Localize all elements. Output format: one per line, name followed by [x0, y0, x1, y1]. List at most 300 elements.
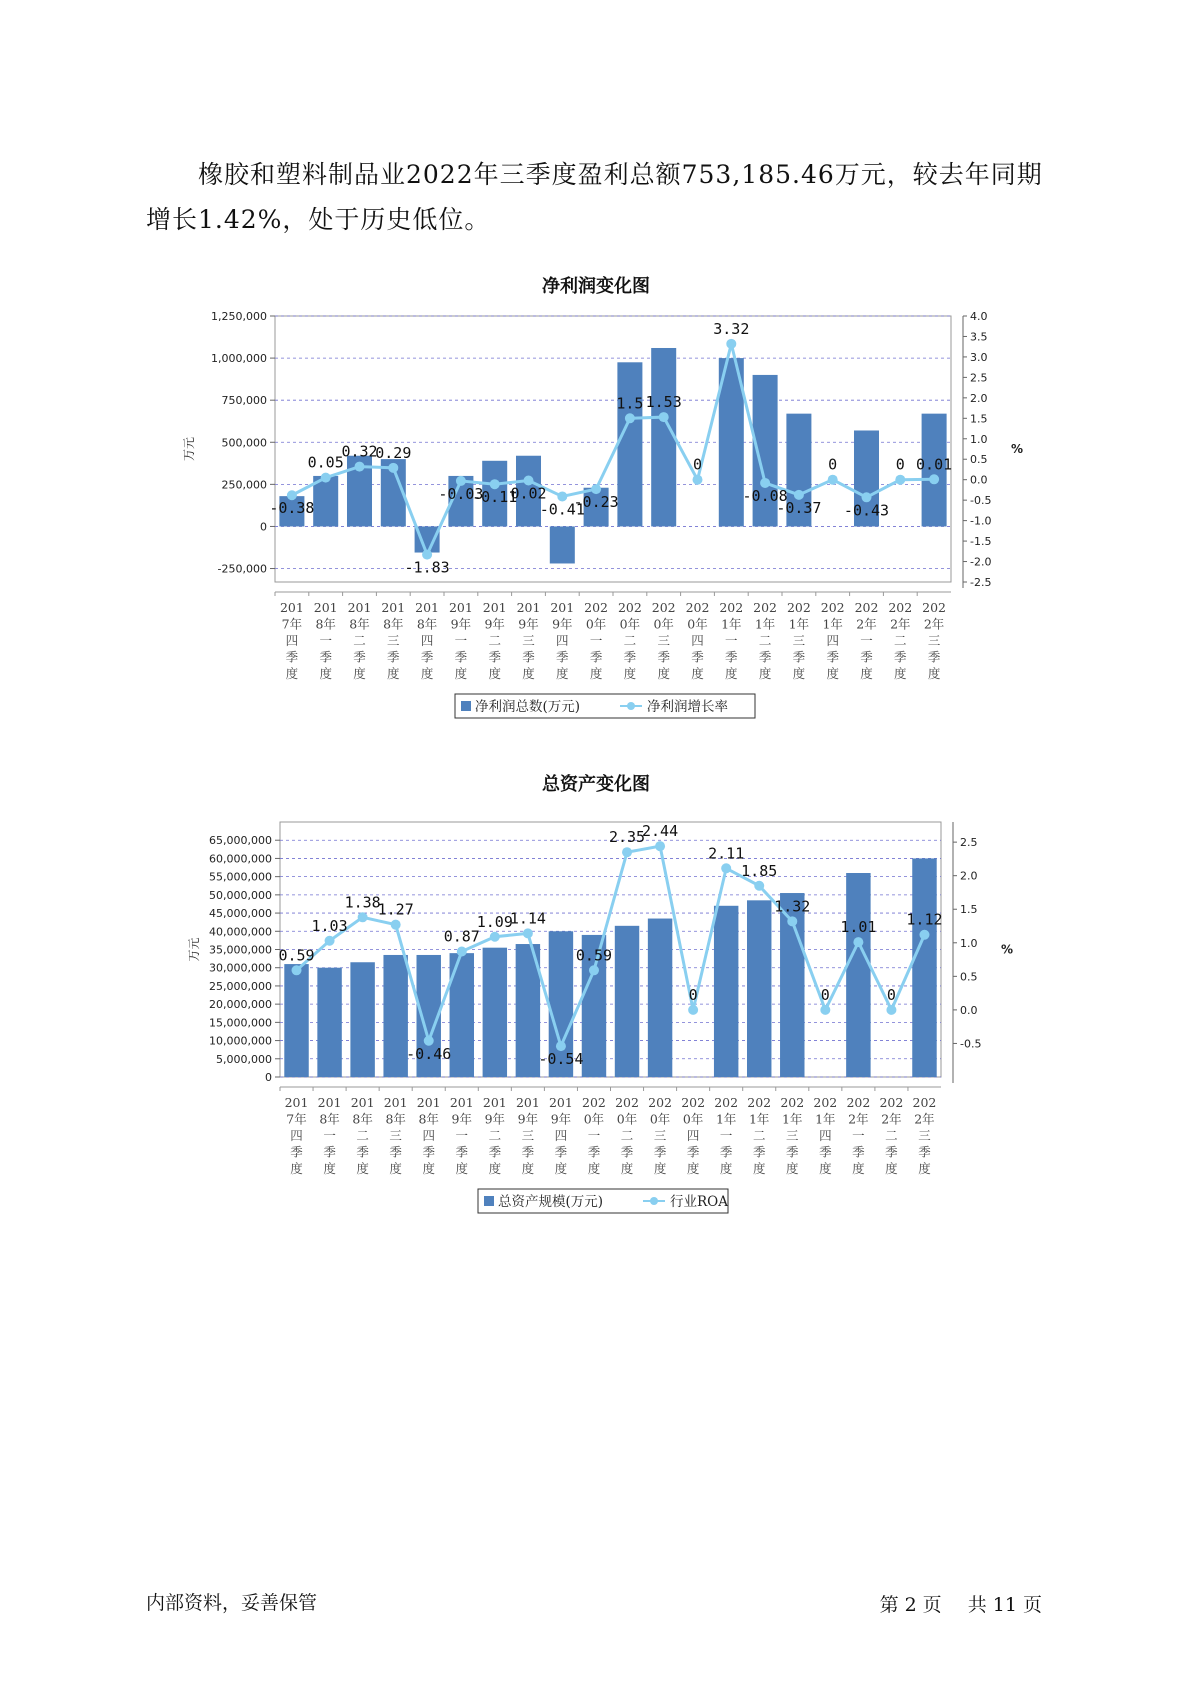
chart2-x-tick-label: 度	[786, 1161, 799, 1176]
chart2-x-tick-label: 季	[653, 1144, 667, 1160]
chart2-line-point	[358, 912, 368, 922]
chart1-x-tick-label: 一	[860, 633, 873, 648]
chart1-y-tick-label: 1,000,000	[211, 352, 267, 366]
chart1-x-tick-label: 四	[556, 633, 569, 648]
chart2-legend-line-label: 行业ROA	[670, 1194, 728, 1210]
chart2-y-tick-label: 10,000,000	[209, 1034, 272, 1048]
chart1-data-label: 0.32	[341, 442, 378, 461]
chart1-data-label: -0.23	[573, 493, 619, 512]
chart1-x-tick-label: 季	[488, 649, 501, 665]
chart2-x-tick-label: 二	[885, 1128, 898, 1143]
chart2-x-tick-label: 2年	[914, 1111, 935, 1127]
chart2-data-label: 1.12	[906, 910, 943, 929]
chart2-bar	[846, 873, 870, 1077]
chart2-x-tick-label: 度	[488, 1161, 502, 1176]
chart1-y2-tick-label: 1.0	[970, 432, 988, 446]
chart2-x-tick-label: 一	[587, 1128, 601, 1143]
chart2-x-tick-label: 8年	[319, 1111, 340, 1127]
chart2-line-point	[853, 937, 863, 947]
chart2-x-tick-label: 0年	[583, 1111, 605, 1127]
chart1-x-tick-label: 度	[758, 666, 772, 681]
chart1-x-tick-label: 8年	[416, 616, 438, 632]
chart2-bar	[714, 906, 738, 1077]
chart2-x-tick-label: 季	[587, 1144, 601, 1160]
chart2-x-tick-label: 0年	[616, 1111, 638, 1127]
chart2-x-tick-label: 7年	[286, 1111, 307, 1127]
chart1-x-tick-label: 9年	[552, 616, 573, 632]
chart2-bar	[615, 926, 639, 1077]
chart1-x-tick-label: 四	[285, 633, 299, 648]
chart2-x-tick-label: 8年	[418, 1111, 439, 1127]
chart2-data-label: 0.87	[443, 927, 480, 946]
chart2-x-tick-label: 季	[422, 1144, 435, 1160]
chart2-data-label: 1.27	[377, 900, 414, 919]
chart1-x-tick-label: 度	[319, 666, 332, 681]
chart1-y2-tick-label: -2.0	[970, 555, 992, 569]
chart1-x-tick-label: 季	[894, 649, 907, 665]
total-assets-chart	[0, 800, 1191, 1220]
chart2-line-point	[754, 881, 764, 891]
chart2-x-tick-label: 202	[681, 1095, 706, 1110]
total-prefix: 共	[967, 1594, 987, 1616]
total-unit: 页	[1022, 1594, 1042, 1616]
chart2-line-point	[490, 932, 500, 942]
chart2-x-tick-label: 度	[719, 1161, 733, 1176]
chart1-x-tick-label: 季	[860, 649, 873, 665]
chart2-legend-bar-swatch	[484, 1196, 494, 1206]
chart1-x-tick-label: 201	[550, 600, 575, 615]
chart1-x-tick-label: 一	[454, 633, 468, 648]
chart1-x-tick-label: 度	[657, 666, 670, 681]
chart1-x-tick-label: 度	[387, 666, 400, 681]
chart2-line-point	[622, 847, 632, 857]
page-number: 2	[904, 1594, 917, 1616]
chart2-x-tick-label: 四	[686, 1128, 700, 1143]
chart2-data-label: 1.32	[774, 897, 811, 916]
chart1-x-tick-label: 2年	[923, 616, 945, 632]
chart1-y-tick-label: 750,000	[221, 394, 267, 408]
chart2-x-tick-label: 9年	[517, 1111, 539, 1127]
chart2-bar	[317, 968, 341, 1077]
chart2-x-tick-label: 季	[521, 1144, 535, 1160]
chart2-x-tick-label: 9年	[451, 1111, 473, 1127]
chart2-x-tick-label: 201	[515, 1095, 540, 1110]
chart2-y2-tick-label: -0.5	[960, 1037, 982, 1051]
chart1-x-tick-label: 四	[691, 633, 704, 648]
chart2-data-label: 2.44	[642, 822, 679, 841]
chart1-data-label: 1.53	[645, 393, 682, 412]
chart2-x-tick-label: 度	[290, 1161, 303, 1176]
chart1-x-tick-label: 一	[725, 633, 738, 648]
chart2-line-point	[688, 1005, 698, 1015]
chart2-x-tick-label: 二	[620, 1128, 634, 1143]
chart2-x-tick-label: 季	[752, 1144, 766, 1160]
chart1-x-tick-label: 二	[758, 633, 772, 648]
chart2-x-tick-label: 季	[918, 1144, 931, 1160]
chart1-data-label: 0	[692, 455, 703, 474]
chart2-x-tick-label: 季	[852, 1144, 865, 1160]
chart2-bar	[648, 919, 672, 1077]
chart1-x-tick-label: 季	[758, 649, 772, 665]
chart1-x-tick-label: 202	[685, 600, 710, 615]
chart1-x-tick-label: 季	[454, 649, 468, 665]
chart2-y-tick-label: 45,000,000	[209, 907, 272, 921]
chart2-x-tick-label: 一	[852, 1128, 865, 1143]
chart1-y-tick-label: -250,000	[217, 562, 267, 576]
chart2-line-point	[721, 863, 731, 873]
chart1-x-tick-label: 202	[888, 600, 913, 615]
chart1-x-tick-label: 一	[589, 633, 603, 648]
chart2-y-tick-label: 30,000,000	[209, 961, 272, 975]
chart1-line-point	[625, 413, 635, 423]
chart2-data-label: 1.14	[509, 909, 546, 928]
chart1-x-tick-label: 201	[482, 600, 507, 615]
chart2-x-tick-label: 202	[714, 1095, 739, 1110]
chart1-y2-tick-label: 0.5	[970, 453, 988, 467]
chart1-legend-line-marker	[627, 702, 635, 710]
chart2-x-tick-label: 季	[290, 1144, 303, 1160]
chart2-x-tick-label: 201	[284, 1095, 309, 1110]
chart1-x-tick-label: 季	[420, 649, 434, 665]
chart1-data-label: 3.32	[713, 319, 750, 338]
chart2-y-tick-label: 50,000,000	[209, 888, 272, 902]
chart2-x-tick-label: 201	[449, 1095, 474, 1110]
chart2-x-tick-label: 201	[548, 1095, 573, 1110]
chart2-y-tick-label: 15,000,000	[209, 1016, 272, 1030]
chart1-x-tick-label: 202	[617, 600, 642, 615]
chart1-line-point	[321, 473, 331, 483]
chart1-x-tick-label: 季	[657, 649, 670, 665]
chart1-x-tick-label: 季	[792, 649, 806, 665]
chart1-bar	[550, 526, 575, 563]
chart1-line-point	[726, 339, 736, 349]
chart1-data-label: -0.43	[843, 501, 890, 520]
chart1-x-tick-label: 一	[319, 633, 332, 648]
chart1-y2-tick-label: 2.0	[970, 391, 988, 405]
chart1-x-tick-label: 9年	[450, 616, 472, 632]
chart2-x-tick-label: 度	[653, 1161, 667, 1176]
chart1-x-tick-label: 度	[927, 666, 941, 681]
chart2-x-tick-label: 201	[482, 1095, 507, 1110]
chart1-data-label: 0.29	[375, 443, 412, 462]
confidential-note: 内部资料，妥善保管	[146, 1592, 318, 1614]
chart1-data-label: 1.5	[616, 394, 644, 413]
chart2-y2-tick-label: 1.5	[960, 903, 978, 917]
chart1-data-label: 0	[895, 455, 905, 474]
chart1-x-tick-label: 季	[927, 649, 941, 665]
chart2-x-tick-label: 度	[455, 1161, 469, 1176]
chart1-x-tick-label: 三	[792, 633, 806, 648]
chart2-x-tick-label: 季	[719, 1144, 733, 1160]
chart2-bar	[350, 962, 374, 1077]
chart2-x-tick-label: 一	[719, 1128, 733, 1143]
chart2-x-tick-label: 季	[620, 1144, 634, 1160]
chart1-data-label: -0.41	[539, 500, 585, 519]
chart2-y2-tick-label: 2.0	[960, 869, 978, 883]
chart2-legend-bar-label: 总资产规模(万元)	[498, 1194, 604, 1210]
chart2-data-label: 0.59	[278, 946, 315, 965]
chart1-y2-tick-label: 0.0	[970, 473, 988, 487]
chart2-y2-tick-label: 2.5	[960, 836, 978, 850]
chart1-x-tick-label: 度	[420, 666, 434, 681]
chart2-x-tick-label: 季	[356, 1144, 369, 1160]
chart1-bar	[617, 362, 642, 526]
chart1-x-tick-label: 度	[454, 666, 468, 681]
chart1-x-tick-label: 201	[279, 600, 304, 615]
chart2-x-tick-label: 202	[648, 1095, 673, 1110]
chart1-x-tick-label: 二	[894, 633, 907, 648]
chart1-x-tick-label: 8年	[383, 616, 404, 632]
chart1-x-tick-label: 度	[556, 666, 569, 681]
chart2-x-tick-label: 1年	[782, 1111, 803, 1127]
chart2-x-tick-label: 1年	[815, 1111, 836, 1127]
chart2-line-point	[655, 841, 665, 851]
chart1-x-tick-label: 度	[894, 666, 907, 681]
chart2-data-label: 0.59	[575, 946, 613, 965]
chart2-data-label: 2.11	[708, 844, 745, 863]
chart2-x-tick-label: 1年	[715, 1111, 737, 1127]
chart1-x-tick-label: 9年	[518, 616, 539, 632]
chart1-x-tick-label: 季	[826, 649, 839, 665]
chart2-x-tick-label: 202	[912, 1095, 937, 1110]
chart2-x-tick-label: 四	[290, 1128, 303, 1143]
chart1-data-label: 0.02	[510, 484, 547, 503]
chart2-x-tick-label: 三	[786, 1128, 799, 1143]
chart2-line-point	[589, 965, 599, 975]
chart2-x-tick-label: 9年	[484, 1111, 506, 1127]
chart2-x-tick-label: 三	[389, 1128, 402, 1143]
chart1-y2-tick-label: 3.5	[970, 330, 988, 344]
chart2-bar	[912, 858, 936, 1077]
chart1-x-tick-label: 季	[556, 649, 569, 665]
chart2-x-tick-label: 季	[786, 1144, 799, 1160]
chart2-y2-tick-label: 1.0	[960, 936, 978, 950]
chart2-x-tick-label: 季	[455, 1144, 469, 1160]
chart1-x-tick-label: 202	[584, 600, 609, 615]
chart2-x-tick-label: 四	[422, 1128, 435, 1143]
chart2-line-point	[820, 1005, 830, 1015]
chart2-y-tick-label: 60,000,000	[209, 852, 272, 866]
chart1-legend-line-label: 净利润增长率	[647, 699, 728, 715]
chart2-x-tick-label: 季	[323, 1144, 336, 1160]
chart1-x-tick-label: 1年	[754, 616, 776, 632]
chart2-bar	[483, 948, 507, 1077]
chart2-x-tick-label: 二	[752, 1128, 766, 1143]
chart1-y2-tick-label: -2.5	[970, 576, 992, 589]
chart2-x-tick-label: 202	[582, 1095, 606, 1110]
chart1-data-label: -0.11	[472, 488, 518, 507]
chart1-x-tick-label: 季	[319, 649, 332, 665]
chart2-x-tick-label: 度	[422, 1161, 435, 1176]
chart1-x-tick-label: 201	[415, 600, 440, 615]
chart2-y-tick-label: 5,000,000	[216, 1052, 272, 1066]
chart2-x-tick-label: 季	[389, 1144, 402, 1160]
chart2-bar	[284, 964, 308, 1077]
chart2-x-tick-label: 201	[350, 1095, 375, 1110]
chart1-y2-tick-label: -0.5	[970, 494, 992, 508]
chart2-title: 总资产变化图	[542, 774, 650, 795]
chart2-data-label: 0	[886, 985, 896, 1004]
chart1-x-tick-label: 202	[719, 600, 744, 615]
net-profit-chart	[0, 300, 1191, 720]
chart2-x-tick-label: 度	[885, 1161, 898, 1176]
chart1-line-point	[693, 475, 703, 485]
chart2-data-label: 2.35	[608, 828, 646, 847]
chart1-x-tick-label: 季	[623, 649, 637, 665]
chart1-y2-tick-label: 1.5	[970, 412, 988, 426]
chart2-x-tick-label: 201	[383, 1095, 408, 1110]
chart1-data-label: -1.83	[404, 558, 450, 577]
chart2-x-tick-label: 2年	[848, 1111, 869, 1127]
chart1-x-tick-label: 8年	[315, 616, 336, 632]
chart1-x-tick-label: 0年	[619, 616, 641, 632]
chart2-x-tick-label: 三	[653, 1128, 667, 1143]
chart1-line-point	[895, 475, 905, 485]
chart2-x-tick-label: 一	[455, 1128, 469, 1143]
chart1-x-tick-label: 202	[753, 600, 778, 615]
chart2-x-tick-label: 202	[780, 1095, 805, 1110]
chart2-bar	[747, 900, 771, 1077]
chart2-data-label: 0	[820, 985, 830, 1004]
chart1-x-tick-label: 二	[623, 633, 637, 648]
chart1-x-tick-label: 二	[353, 633, 366, 648]
chart2-y-tick-label: 40,000,000	[209, 925, 272, 939]
chart1-y-tick-label: 500,000	[221, 436, 267, 450]
chart2-x-tick-label: 0年	[649, 1111, 671, 1127]
chart1-x-tick-label: 202	[786, 600, 811, 615]
chart2-x-tick-label: 三	[521, 1128, 535, 1143]
chart2-data-label: 1.03	[311, 916, 348, 935]
chart2-x-tick-label: 8年	[385, 1111, 406, 1127]
chart2-x-tick-label: 度	[686, 1161, 700, 1176]
chart1-legend-bar-swatch	[461, 701, 471, 711]
chart1-line-point	[828, 475, 838, 485]
chart2-x-tick-label: 1年	[748, 1111, 770, 1127]
chart2-x-tick-label: 8年	[352, 1111, 373, 1127]
chart2-x-tick-label: 四	[554, 1128, 568, 1143]
chart1-x-tick-label: 度	[285, 666, 299, 681]
chart1-x-tick-label: 201	[448, 600, 473, 615]
chart1-x-tick-label: 201	[313, 600, 338, 615]
chart2-line-point	[325, 936, 335, 946]
chart1-x-tick-label: 1年	[788, 616, 810, 632]
chart2-x-tick-label: 度	[323, 1161, 336, 1176]
chart2-line-point	[457, 947, 467, 957]
page-prefix: 第	[879, 1594, 899, 1616]
chart1-x-tick-label: 度	[860, 666, 873, 681]
chart1-line-point	[355, 462, 365, 472]
chart1-legend-bar-label: 净利润总数(万元)	[475, 699, 581, 715]
chart2-x-tick-label: 0年	[682, 1111, 704, 1127]
chart2-line-point	[523, 928, 533, 938]
chart1-data-label: -0.08	[742, 486, 788, 505]
chart1-x-tick-label: 2年	[856, 616, 877, 632]
chart1-x-tick-label: 度	[792, 666, 806, 681]
chart2-data-label: 1.09	[476, 912, 513, 931]
chart2-data-label: 1.85	[741, 861, 778, 880]
chart1-data-label: 0.05	[307, 453, 344, 472]
chart1-x-tick-label: 四	[826, 633, 839, 648]
chart2-x-tick-label: 度	[752, 1161, 766, 1176]
chart2-x-tick-label: 度	[554, 1161, 568, 1176]
chart1-y2-tick-label: 2.5	[970, 371, 988, 385]
chart2-line-point	[886, 1005, 896, 1015]
chart2-x-tick-label: 一	[323, 1128, 336, 1143]
chart2-y-tick-label: 35,000,000	[209, 943, 272, 957]
chart2-x-tick-label: 度	[819, 1161, 832, 1176]
chart1-x-tick-label: 202	[651, 600, 676, 615]
chart1-x-tick-label: 三	[522, 633, 535, 648]
chart1-x-tick-label: 度	[353, 666, 366, 681]
chart2-x-tick-label: 三	[918, 1128, 931, 1143]
chart2-x-tick-label: 季	[554, 1144, 568, 1160]
chart2-x-tick-label: 季	[686, 1144, 700, 1160]
chart2-x-tick-label: 度	[620, 1161, 634, 1176]
chart1-x-tick-label: 1年	[822, 616, 843, 632]
chart1-data-label: -0.37	[776, 498, 822, 517]
chart1-y-tick-label: 1,250,000	[211, 310, 267, 323]
chart1-x-tick-label: 度	[725, 666, 738, 681]
summary-paragraph: 橡胶和塑料制品业2022年三季度盈利总额753,185.46万元，较去年同期增长1.42%，处于历史低位。	[146, 160, 1043, 234]
chart2-y-tick-label: 0	[265, 1071, 272, 1084]
chart2-line-point	[391, 920, 401, 930]
chart1-y2-tick-label: -1.5	[970, 535, 992, 549]
chart1-x-tick-label: 季	[285, 649, 299, 665]
chart2-x-tick-label: 9年	[550, 1111, 572, 1127]
chart1-x-tick-label: 度	[826, 666, 839, 681]
chart2-data-label: 1.01	[840, 918, 877, 937]
chart1-data-label: -0.38	[269, 499, 315, 518]
chart1-x-tick-label: 四	[420, 633, 434, 648]
chart2-x-tick-label: 季	[819, 1144, 832, 1160]
page-indicator	[877, 1590, 1045, 1617]
chart2-line-point	[292, 965, 302, 975]
chart2-legend-line-marker	[650, 1197, 658, 1205]
chart2-y2-axis-label: %	[1001, 942, 1014, 957]
chart2-y-tick-label: 20,000,000	[209, 998, 272, 1012]
chart1-x-tick-label: 201	[381, 600, 406, 615]
chart1-title: 净利润变化图	[542, 276, 650, 297]
chart2-x-tick-label: 度	[918, 1161, 931, 1176]
chart1-line-point	[659, 412, 669, 422]
chart2-y-axis-label: 万元	[187, 937, 201, 962]
chart1-line-point	[388, 463, 398, 473]
chart2-x-tick-label: 度	[587, 1161, 601, 1176]
chart1-x-tick-label: 0年	[585, 616, 607, 632]
chart2-x-tick-label: 季	[885, 1144, 898, 1160]
chart2-line-point	[787, 916, 797, 926]
chart2-x-tick-label: 201	[416, 1095, 441, 1110]
chart2-data-label: 1.38	[344, 893, 381, 912]
chart1-y2-tick-label: 4.0	[970, 310, 988, 323]
chart1-bar	[651, 348, 676, 526]
chart1-x-tick-label: 季	[353, 649, 366, 665]
chart1-x-tick-label: 度	[623, 666, 637, 681]
chart1-x-tick-label: 201	[347, 600, 372, 615]
chart2-x-tick-label: 201	[317, 1095, 342, 1110]
chart2-y2-tick-label: 0.5	[960, 970, 978, 984]
chart1-y-tick-label: 0	[260, 520, 267, 534]
chart2-y2-tick-label: 0.0	[960, 1003, 978, 1017]
chart2-x-tick-label: 202	[879, 1095, 904, 1110]
chart2-x-tick-label: 202	[615, 1095, 639, 1110]
chart2-bar	[383, 955, 407, 1077]
chart1-y2-tick-label: -1.0	[970, 514, 992, 528]
chart2-x-tick-label: 度	[356, 1161, 369, 1176]
chart2-x-tick-label: 二	[356, 1128, 369, 1143]
chart2-x-tick-label: 季	[488, 1144, 502, 1160]
chart1-x-tick-label: 度	[522, 666, 535, 681]
